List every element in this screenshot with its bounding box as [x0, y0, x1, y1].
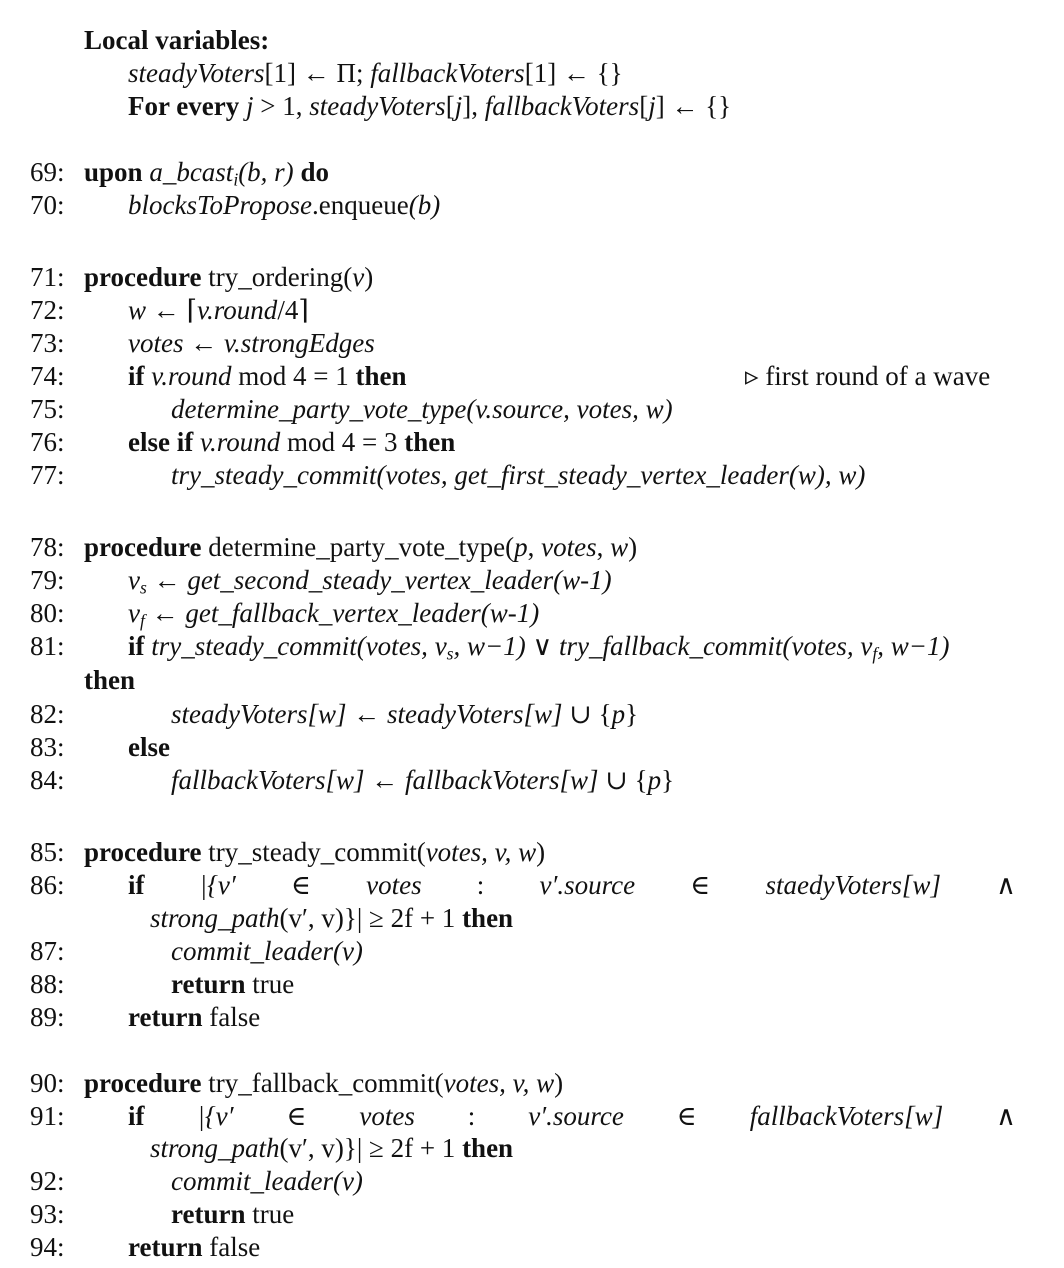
comment-triangle-icon: ▹	[745, 361, 759, 391]
line-number: 72:	[30, 295, 65, 325]
line-number: 74:	[30, 361, 65, 391]
line-81-continuation: then	[84, 665, 136, 695]
line-number: 69:	[30, 157, 65, 187]
line-number: 76:	[30, 427, 65, 457]
line-71: 71: procedure try_ordering(v)	[30, 262, 374, 292]
fallback-voters-var: fallbackVoters	[370, 58, 525, 88]
line-87: 87: commit_leader(v)	[30, 936, 363, 966]
line-70: 70: blocksToPropose.enqueue(b)	[30, 190, 441, 220]
line-86-continuation: strong_path(v′, v)}| ≥ 2f + 1 then	[150, 903, 514, 933]
line-79: 79: $v_s$ ← get_second_steady_vertex_leader(w-1)	[30, 565, 612, 598]
line-number: 87:	[30, 936, 65, 966]
line-number: 79:	[30, 565, 65, 595]
line-81: 81: if try_steady_commit(votes, $v_s$, w−1) ∨ try_fallback_commit(votes, $v_f$, w−1)	[30, 631, 950, 664]
line-number: 71:	[30, 262, 65, 292]
line-number: 80:	[30, 598, 65, 628]
locals-header-line	[0, 23, 1064, 57]
line-83: 83: else	[30, 732, 170, 762]
line-comment: ▹ first round of a wave	[745, 361, 991, 391]
line-82: 82: steadyVoters[w] ← steadyVoters[w] ∪ {p}	[30, 699, 639, 729]
line-number: 81:	[30, 631, 65, 661]
line-number: 93:	[30, 1199, 65, 1229]
line-number: 83:	[30, 732, 65, 762]
line-86: 86: if |{v′ ∈ votes : v′.source ∈ staedyVoters[w] ∧	[30, 870, 1016, 900]
line-84: 84: fallbackVoters[w] ← fallbackVoters[w] ∪ {p}	[30, 765, 675, 795]
line-91-continuation: strong_path(v′, v)}| ≥ 2f + 1 then	[150, 1133, 514, 1163]
locals-init-1: steadyVoters[1] ← Π; fallbackVoters[1] ← {}	[128, 58, 623, 88]
line-number: 86:	[30, 870, 65, 900]
line-number: 91:	[30, 1101, 65, 1131]
line-92: 92: commit_leader(v)	[30, 1166, 363, 1196]
line-93: 93: return true	[30, 1199, 295, 1229]
line-number: 77:	[30, 460, 65, 490]
line-number: 85:	[30, 837, 65, 867]
line-number: 90:	[30, 1068, 65, 1098]
line-90: 90: procedure try_fallback_commit(votes, v, w)	[30, 1068, 564, 1098]
line-number: 84:	[30, 765, 65, 795]
line-69: 69: upon a_bcast$_i$(b, r) do	[30, 157, 329, 190]
locals-header: Local variables:	[84, 25, 270, 55]
locals-init-2: For every j > 1, steadyVoters[j], fallbackVoters[j] ← {}	[128, 91, 732, 121]
line-76: 76: else if v.round mod 4 = 3 then	[30, 427, 456, 457]
line-number: 73:	[30, 328, 65, 358]
line-88: 88: return true	[30, 969, 295, 999]
line-number: 78:	[30, 532, 65, 562]
line-number: 94:	[30, 1232, 65, 1262]
line-75: 75: determine_party_vote_type(v.source, votes, w)	[30, 394, 673, 424]
line-72: 72: w ← ⌈v.round/4⌉	[30, 295, 309, 325]
line-80: 80: $v_f$ ← get_fallback_vertex_leader(w-1)	[30, 598, 540, 631]
line-number: 89:	[30, 1002, 65, 1032]
line-77: 77: try_steady_commit(votes, get_first_steady_vertex_leader(w), w)	[30, 460, 866, 490]
line-94: 94: return false	[30, 1232, 261, 1262]
line-85: 85: procedure try_steady_commit(votes, v, w)	[30, 837, 546, 867]
line-78: 78: procedure determine_party_vote_type(p, votes, w)	[30, 532, 638, 562]
line-73: 73: votes ← v.strongEdges	[30, 328, 375, 358]
line-number: 88:	[30, 969, 65, 999]
line-number: 75:	[30, 394, 65, 424]
line-89: 89: return false	[30, 1002, 261, 1032]
line-74: 74: if v.round mod 4 = 1 then ▹ first round of a wave	[30, 361, 991, 391]
steady-voters-var: steadyVoters	[128, 58, 265, 88]
line-number: 70:	[30, 190, 65, 220]
line-91: 91: if |{v′ ∈ votes : v′.source ∈ fallbackVoters[w] ∧	[30, 1101, 1016, 1131]
line-number: 92:	[30, 1166, 65, 1196]
line-number: 82:	[30, 699, 65, 729]
